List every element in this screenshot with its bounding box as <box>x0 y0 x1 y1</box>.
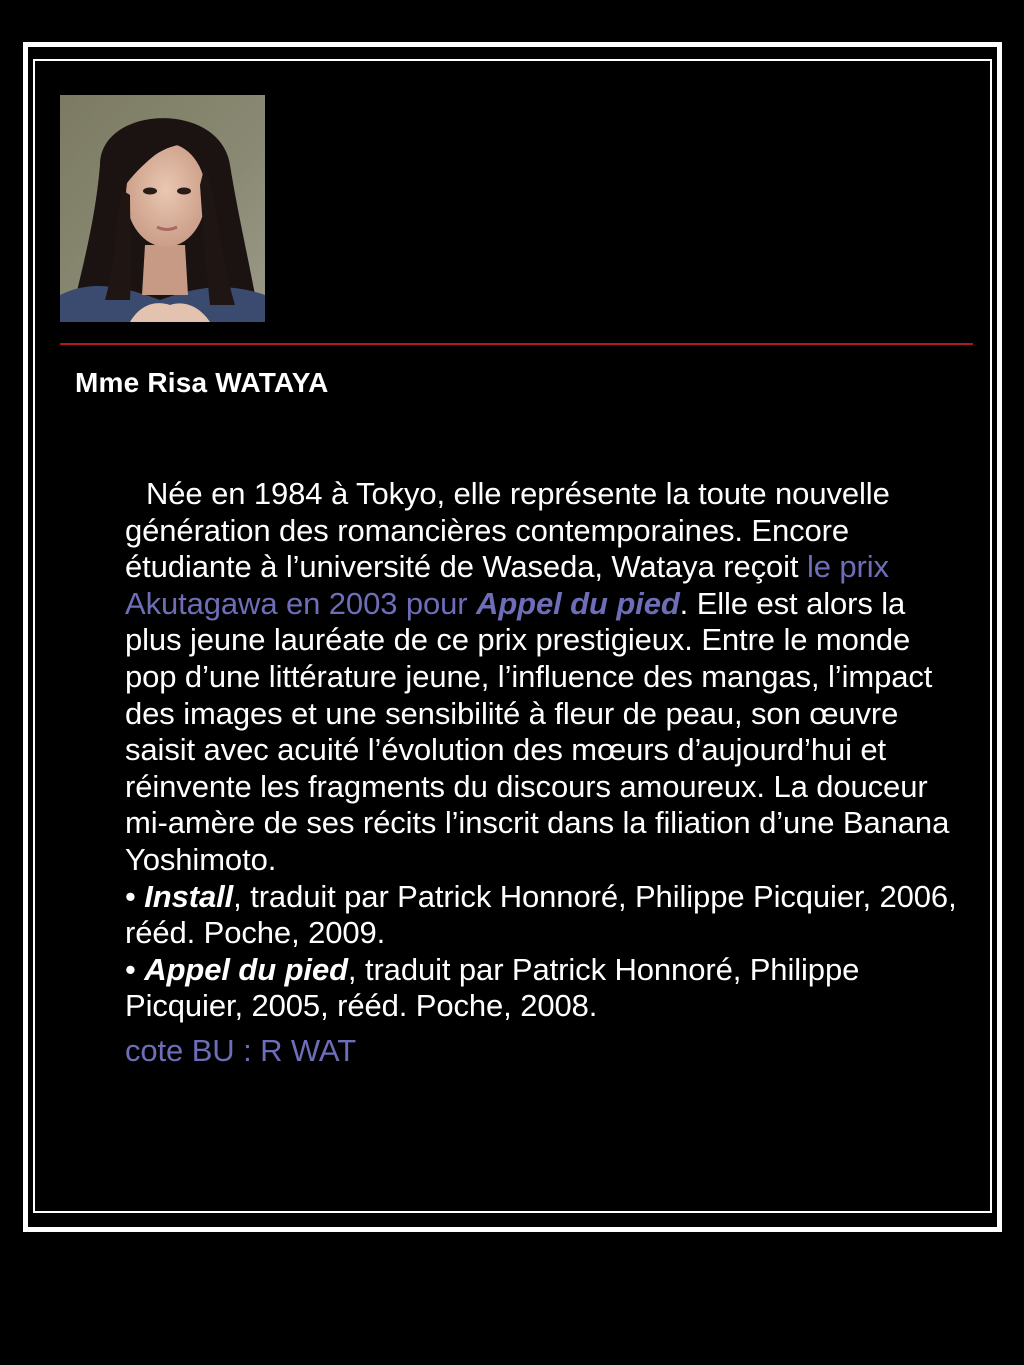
library-call-number: cote BU : R WAT <box>125 1032 357 1068</box>
prize-book-title[interactable]: Appel du pied <box>476 585 680 621</box>
author-name: Mme Risa WATAYA <box>75 367 329 398</box>
section-divider <box>60 343 973 345</box>
book-details-install: , traduit par Patrick Honnoré, Philippe Picquier, 2006, rééd. Poche, 2009. <box>125 878 957 951</box>
author-photo <box>60 95 265 322</box>
book-details-appel-du-pied: , traduit par Patrick Honnoré, Philippe Picquier, 2005, rééd. Poche, 2008. <box>125 951 860 1024</box>
book-title-install: Install <box>144 878 234 914</box>
bio-rest: . Elle est alors la plus jeune lauréate de ce prix prestigieux. Entre le monde pop d’une littérature jeune, l’influence des mangas, l’impact des images et une sensibilité à fleur de peau, son œuvre saisit avec acuité l’évolution des mœurs d’aujourd’hui et réinvente les fragments du discours amoureux. La douceur mi-amère de ses récits l’inscrit dans la filiation d’une Banana Yoshimoto. <box>125 585 950 877</box>
book-entry-install <box>125 879 960 952</box>
prize-link[interactable]: le prix Akutagawa en 2003 pour <box>125 549 889 621</box>
bullet: • <box>125 951 145 987</box>
bio-intro: Née en 1984 à Tokyo, elle représente la toute nouvelle génération des romancières contemporaines. Encore étudiante à l’université de Waseda, Wataya reçoit <box>125 476 890 585</box>
book-entry-appel-du-pied <box>125 952 960 1025</box>
biography-block <box>125 476 960 1070</box>
bullet: • <box>125 878 145 914</box>
biography-paragraph <box>125 476 960 879</box>
book-title-appel-du-pied: Appel du pied <box>144 951 348 987</box>
